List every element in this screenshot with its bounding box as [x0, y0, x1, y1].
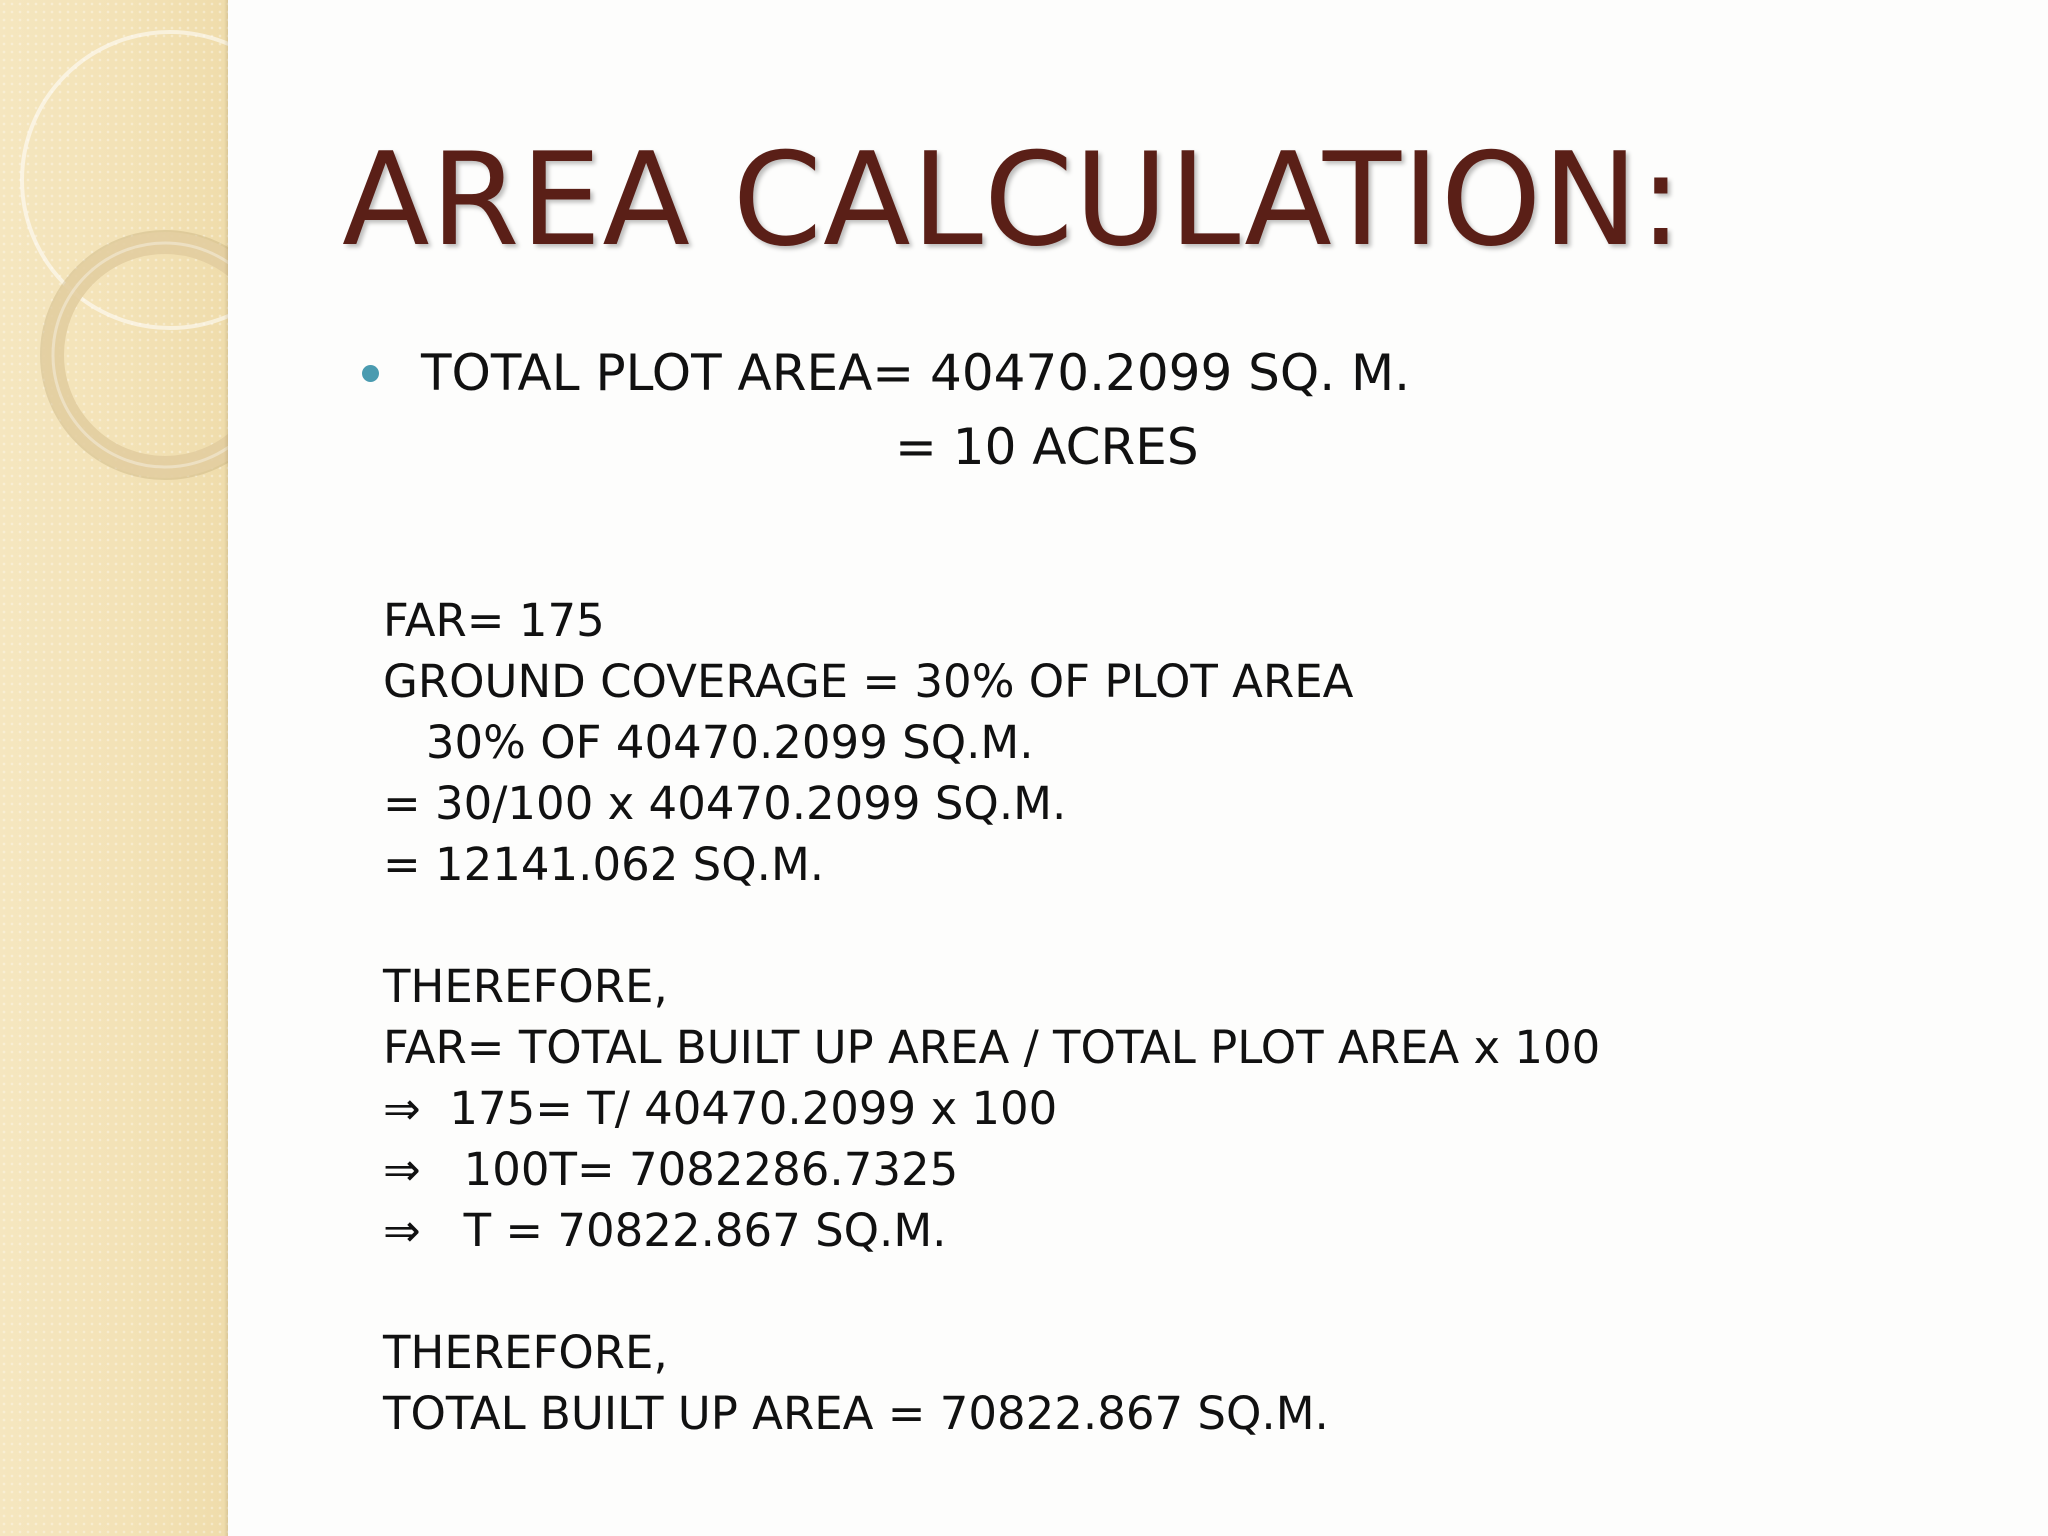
calc-line: TOTAL BUILT UP AREA = 70822.867 SQ.M. [383, 1387, 1329, 1440]
calc-line: ⇒ 100T= 7082286.7325 [383, 1143, 959, 1196]
calc-line-blank [383, 1261, 1600, 1322]
slide-title: AREA CALCULATION: [342, 126, 1684, 275]
calc-line: THEREFORE, [383, 960, 668, 1013]
calculation-block [383, 590, 1600, 1444]
total-plot-area-text: TOTAL PLOT AREA= 40470.2099 SQ. M. [421, 344, 1411, 402]
bullet-item [362, 338, 1410, 408]
calc-line: 30% OF 40470.2099 SQ.M. [383, 716, 1034, 769]
calc-line: ⇒ 175= T/ 40470.2099 x 100 [383, 1082, 1058, 1135]
acres-line: = 10 ACRES [895, 418, 1199, 476]
side-decoration-band [0, 0, 228, 1536]
calc-line: ⇒ T = 70822.867 SQ.M. [383, 1204, 947, 1257]
calc-line: THEREFORE, [383, 1326, 668, 1379]
decorative-rings [0, 0, 228, 520]
calc-line: FAR= TOTAL BUILT UP AREA / TOTAL PLOT AREA x 100 [383, 1021, 1601, 1074]
calc-line: GROUND COVERAGE = 30% OF PLOT AREA [383, 655, 1354, 708]
bullet-dot-icon [362, 365, 379, 382]
calc-line: FAR= 175 [383, 594, 605, 647]
calc-line: = 30/100 x 40470.2099 SQ.M. [383, 777, 1067, 830]
calc-line: = 12141.062 SQ.M. [383, 838, 825, 891]
calc-line-blank [383, 895, 1600, 956]
